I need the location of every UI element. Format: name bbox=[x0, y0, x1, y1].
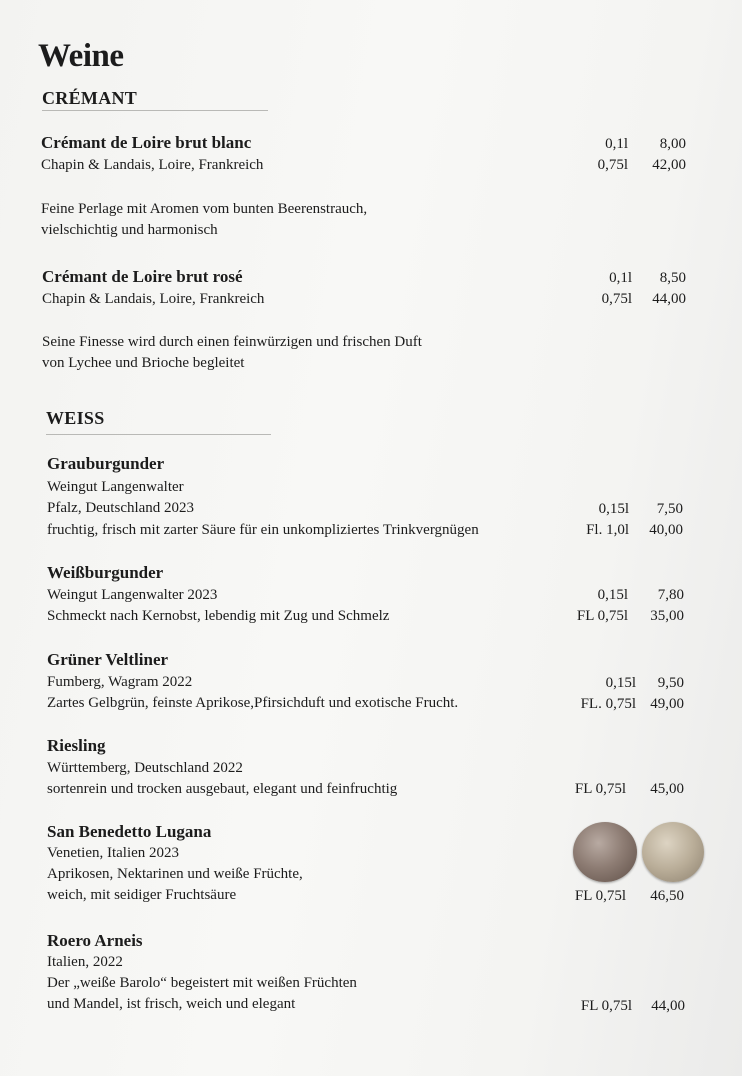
price-value: 35,00 bbox=[650, 608, 684, 624]
wine-description: Aprikosen, Nektarinen und weiße Früchte, bbox=[47, 866, 303, 882]
section-divider bbox=[46, 434, 271, 435]
wine-name: San Benedetto Lugana bbox=[47, 822, 212, 841]
price-value: 8,50 bbox=[659, 270, 686, 286]
price-volume: 0,15l bbox=[597, 587, 628, 603]
price-value: 42,00 bbox=[652, 157, 686, 173]
wine-description: von Lychee und Brioche begleitet bbox=[42, 355, 245, 371]
price-value: 44,00 bbox=[652, 291, 686, 307]
price-volume: 0,75l bbox=[597, 157, 628, 173]
price-value: 40,00 bbox=[649, 522, 683, 538]
wine-description: weich, mit seidiger Fruchtsäure bbox=[47, 887, 237, 903]
price-value: 9,50 bbox=[657, 675, 684, 691]
wine-name: Weißburgunder bbox=[47, 563, 164, 582]
price-volume: FL 0,75l bbox=[574, 781, 626, 797]
price-volume: 0,15l bbox=[605, 675, 636, 691]
wine-name: Grüner Veltliner bbox=[47, 650, 169, 669]
wine-origin: Pfalz, Deutschland 2023 bbox=[47, 500, 195, 516]
wine-origin: Italien, 2022 bbox=[47, 954, 123, 970]
wine-origin: Weingut Langenwalter bbox=[47, 479, 184, 495]
wine-origin: Württemberg, Deutschland 2022 bbox=[47, 760, 243, 776]
wine-origin: Chapin & Landais, Loire, Frankreich bbox=[41, 157, 264, 173]
wine-description: Schmeckt nach Kernobst, lebendig mit Zug und Schmelz bbox=[47, 608, 390, 624]
wine-name: Crémant de Loire brut rosé bbox=[42, 267, 243, 286]
wine-description: und Mandel, ist frisch, weich und elegant bbox=[47, 996, 296, 1012]
coin-decoration bbox=[573, 822, 637, 882]
wine-origin: Weingut Langenwalter 2023 bbox=[47, 587, 218, 603]
wine-description: sortenrein und trocken ausgebaut, elegant und feinfruchtig bbox=[47, 781, 398, 797]
wine-name: Roero Arneis bbox=[47, 931, 143, 950]
price-volume: FL 0,75l bbox=[576, 608, 628, 624]
wine-description: vielschichtig und harmonisch bbox=[41, 222, 218, 238]
price-value: 8,00 bbox=[659, 136, 686, 152]
price-volume: 0,1l bbox=[605, 136, 628, 152]
price-volume: 0,75l bbox=[601, 291, 632, 307]
wine-name: Crémant de Loire brut blanc bbox=[41, 133, 252, 152]
price-value: 7,80 bbox=[657, 587, 684, 603]
section-divider bbox=[42, 110, 268, 111]
wine-name: Riesling bbox=[47, 736, 106, 755]
wine-description: Seine Finesse wird durch einen feinwürzigen und frischen Duft bbox=[42, 334, 422, 350]
price-value: 49,00 bbox=[650, 696, 684, 712]
price-value: 45,00 bbox=[650, 781, 684, 797]
price-volume: FL 0,75l bbox=[574, 888, 626, 904]
price-volume: FL 0,75l bbox=[580, 998, 632, 1014]
price-volume: Fl. 1,0l bbox=[586, 522, 629, 538]
wine-origin: Venetien, Italien 2023 bbox=[47, 845, 180, 861]
wine-description: Feine Perlage mit Aromen vom bunten Beerenstrauch, bbox=[41, 201, 368, 217]
section-heading-cremant: CRÉMANT bbox=[42, 88, 138, 108]
coin-decoration bbox=[642, 822, 704, 882]
price-value: 46,50 bbox=[650, 888, 684, 904]
section-heading-weiss: WEISS bbox=[46, 408, 105, 428]
wine-name: Grauburgunder bbox=[47, 454, 165, 473]
wine-description: fruchtig, frisch mit zarter Säure für ein unkompliziertes Trinkvergnügen bbox=[47, 522, 479, 538]
wine-origin: Fumberg, Wagram 2022 bbox=[47, 674, 193, 690]
wine-origin: Chapin & Landais, Loire, Frankreich bbox=[42, 291, 265, 307]
price-value: 44,00 bbox=[651, 998, 685, 1014]
price-volume: FL. 0,75l bbox=[580, 696, 636, 712]
wine-description: Der „weiße Barolo“ begeistert mit weißen Früchten bbox=[47, 975, 357, 991]
wine-description: Zartes Gelbgrün, feinste Aprikose,Pfirsichduft und exotische Frucht. bbox=[47, 695, 459, 711]
price-volume: 0,15l bbox=[598, 501, 629, 517]
price-volume: 0,1l bbox=[609, 270, 632, 286]
price-value: 7,50 bbox=[656, 501, 683, 517]
page-title: Weine bbox=[38, 38, 124, 74]
